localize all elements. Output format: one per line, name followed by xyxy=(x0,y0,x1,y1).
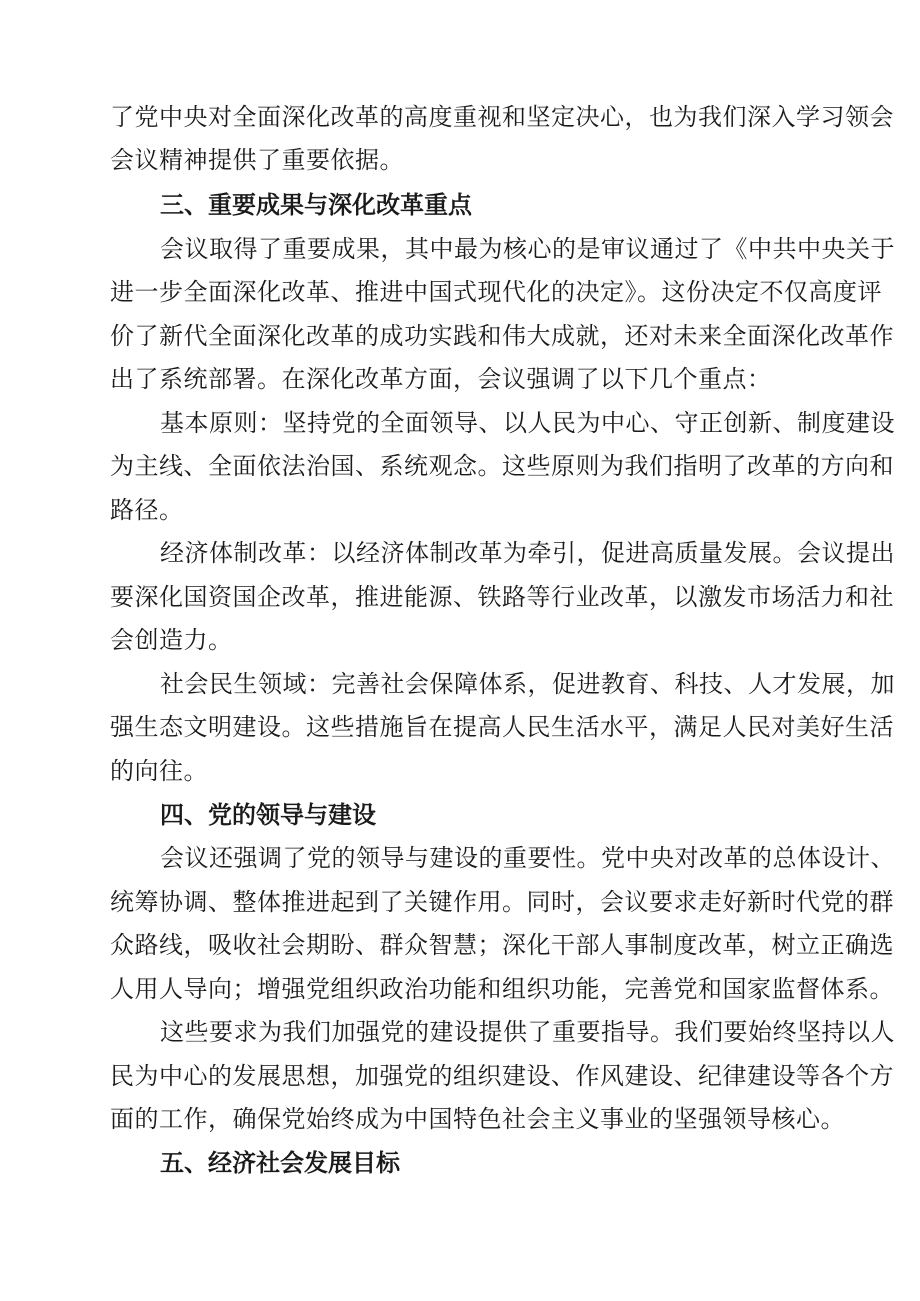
body-text-line: 统筹协调、整体推进起到了关键作用。同时，会议要求走好新时代党的群 xyxy=(110,888,894,916)
body-text-line: 众路线，吸收社会期盼、群众智慧；深化干部人事制度改革，树立正确选 xyxy=(110,931,894,959)
body-text-line: 会创造力。 xyxy=(110,626,233,654)
body-text-line: 的向往。 xyxy=(110,757,208,785)
body-text-line: 社会民生领域：完善社会保障体系，促进教育、科技、人才发展，加 xyxy=(160,670,895,698)
body-text-line: 面的工作，确保党始终成为中国特色社会主义事业的坚强领导核心。 xyxy=(110,1105,845,1133)
section-heading: 三、重要成果与深化改革重点 xyxy=(160,191,472,219)
body-text-line: 进一步全面深化改革、推进中国式现代化的决定》。这份决定不仅高度评 xyxy=(110,278,882,306)
body-text-line: 民为中心的发展思想，加强党的组织建设、作风建设、纪律建设等各个方 xyxy=(110,1062,894,1090)
body-text-line: 强生态文明建设。这些措施旨在提高人民生活水平，满足人民对美好生活 xyxy=(110,713,894,741)
body-text-line: 这些要求为我们加强党的建设提供了重要指导。我们要始终坚持以人 xyxy=(160,1018,895,1046)
body-text-line: 要深化国资国企改革，推进能源、铁路等行业改革，以激发市场活力和社 xyxy=(110,583,894,611)
body-text-line: 价了新代全面深化改革的成功实践和伟大成就，还对未来全面深化改革作 xyxy=(110,322,894,350)
body-text-line: 人用人导向；增强党组织政治功能和组织功能，完善党和国家监督体系。 xyxy=(110,975,894,1003)
body-text-line: 经济体制改革：以经济体制改革为牵引，促进高质量发展。会议提出 xyxy=(160,539,895,567)
body-text-line: 为主线、全面依法治国、系统观念。这些原则为我们指明了改革的方向和 xyxy=(110,452,894,480)
section-heading: 五、经济社会发展目标 xyxy=(160,1149,400,1177)
body-text-line: 会议精神提供了重要依据。 xyxy=(110,146,404,174)
body-text-line: 会议取得了重要成果，其中最为核心的是审议通过了《中共中央关于 xyxy=(160,235,895,263)
section-heading: 四、党的领导与建设 xyxy=(160,801,376,829)
body-text-line: 了党中央对全面深化改革的高度重视和坚定决心，也为我们深入学习领会 xyxy=(110,103,894,131)
body-text-line: 会议还强调了党的领导与建设的重要性。党中央对改革的总体设计、 xyxy=(160,844,895,872)
body-text-line: 基本原则：坚持党的全面领导、以人民为中心、守正创新、制度建设 xyxy=(160,409,895,437)
body-text-line: 路径。 xyxy=(110,496,184,524)
body-text-line: 出了系统部署。在深化改革方面，会议强调了以下几个重点： xyxy=(110,365,772,393)
